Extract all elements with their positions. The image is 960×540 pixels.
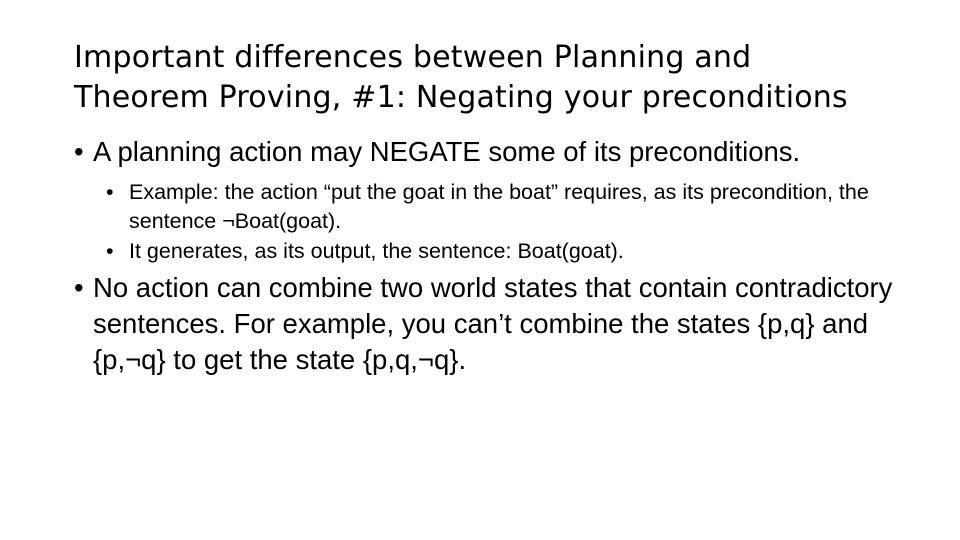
slide-title-line-1: Important differences between Planning and xyxy=(74,40,752,75)
bullet-dot: • xyxy=(74,272,84,303)
bullet-text: No action can combine two world states that contain contradictory sentences. For example, you can’t combine the states {p,q} and {p,¬q} to get the state {p,q,¬q}. xyxy=(93,272,893,375)
slide-title-line-2: Theorem Proving, #1: Negating your preconditions xyxy=(74,80,848,115)
bullet-item xyxy=(74,270,904,378)
bullet-dot: • xyxy=(74,136,84,167)
sub-bullet-item xyxy=(106,237,904,266)
sub-bullet-item xyxy=(106,178,904,236)
slide-title xyxy=(74,38,914,118)
bullet-text: A planning action may NEGATE some of its preconditions. xyxy=(93,136,801,167)
sub-bullet-dot: • xyxy=(106,180,114,204)
sub-bullet-dot: • xyxy=(106,239,114,263)
sub-bullet-text: Example: the action “put the goat in the boat” requires, as its precondition, the sentence ¬Boat(goat). xyxy=(129,180,869,233)
slide-body xyxy=(74,134,904,378)
sub-bullet-text: It generates, as its output, the sentence: Boat(goat). xyxy=(129,239,624,263)
bullet-item xyxy=(74,134,904,170)
